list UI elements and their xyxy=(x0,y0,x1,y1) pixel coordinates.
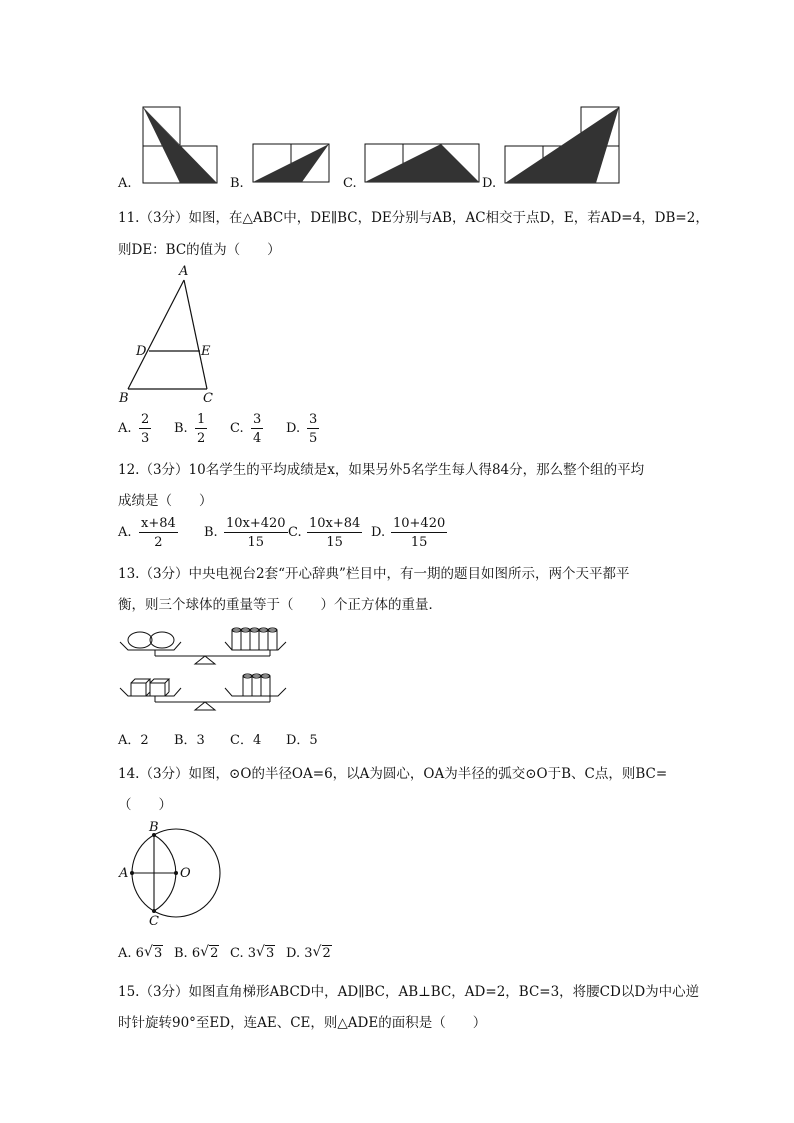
q10-option-b-label: B. xyxy=(230,176,244,191)
q13-stem-line1: 13.（3分）中央电视台2套“开心辞典”栏目中，有一期的题目如图所示，两个天平都平 xyxy=(118,566,630,582)
radicand: 2 xyxy=(210,946,219,961)
q12-stem-line1: 12.（3分）10名学生的平均成绩是x，如果另外5名学生每人得84分，那么整个组的平均 xyxy=(118,462,645,478)
denominator: 2 xyxy=(197,431,206,446)
q15-stem-line1: 15.（3分）如图直角梯形ABCD中，AD∥BC，AB⊥BC，AD=2，BC=3，将腰CD以D为中心逆 xyxy=(118,984,700,1000)
coefficient: 6 xyxy=(191,946,201,961)
q13-balance-figure xyxy=(118,620,308,715)
q11-label-c: C xyxy=(203,391,213,406)
numerator: x+84 xyxy=(141,516,176,531)
q14-label-b: B xyxy=(149,820,159,835)
q12-option-c-fraction xyxy=(307,517,362,549)
q10-option-a-label: A. xyxy=(118,176,132,191)
q11-option-c-fraction xyxy=(251,413,263,445)
q12-option-d-fraction xyxy=(391,517,447,549)
q14-option-c xyxy=(230,946,275,961)
radicand: 3 xyxy=(266,946,275,961)
q13-option-d: D．5 xyxy=(286,733,318,748)
q10-figure-d xyxy=(504,105,624,185)
q13-option-c: C．4 xyxy=(230,733,262,748)
q14-circle-figure xyxy=(116,818,226,930)
q12-option-b-fraction xyxy=(224,517,288,549)
q12-option-d-letter: D. xyxy=(371,525,386,540)
q13-option-b: B．3 xyxy=(174,733,205,748)
q10-option-d-label: D. xyxy=(482,176,497,191)
q14-stem-line2: （ ） xyxy=(118,797,172,813)
q14-label-o: O xyxy=(180,866,191,881)
q11-option-a-fraction xyxy=(139,413,151,445)
q12-option-a-letter: A. xyxy=(118,525,132,540)
numerator: 10+420 xyxy=(393,516,446,531)
q14-option-d xyxy=(286,946,332,961)
q10-option-c-label: C. xyxy=(343,176,357,191)
denominator: 15 xyxy=(410,535,428,550)
q14-stem-line1: 14.（3分）如图，⊙O的半径OA=6，以A为圆心，OA为半径的弧交⊙O于B、C点，则BC= xyxy=(118,766,668,782)
numerator: 3 xyxy=(253,412,262,427)
option-letter: C. xyxy=(230,946,244,961)
q11-option-d-fraction xyxy=(307,413,319,445)
q11-option-b-fraction xyxy=(195,413,207,445)
q13-stem-line2: 衡，则三个球体的重量等于（ ）个正方体的重量． xyxy=(118,597,442,613)
numerator: 10x+84 xyxy=(309,516,361,531)
q11-option-b-letter: B. xyxy=(174,421,188,436)
sqrt-expression: √ 2 xyxy=(200,944,219,961)
radicand: 2 xyxy=(322,946,331,961)
denominator: 15 xyxy=(247,535,265,550)
q11-option-c-letter: C. xyxy=(230,421,244,436)
coefficient: 3 xyxy=(247,946,257,961)
numerator: 10x+420 xyxy=(226,516,286,531)
numerator: 1 xyxy=(197,412,206,427)
option-letter: D. xyxy=(286,946,301,961)
sqrt-expression: √ 3 xyxy=(143,944,163,961)
q11-label-a: A xyxy=(179,264,189,279)
q11-option-a-letter: A. xyxy=(118,421,132,436)
denominator: 4 xyxy=(253,431,262,446)
q14-option-b xyxy=(174,946,219,961)
denominator: 15 xyxy=(326,535,343,550)
q11-stem-line1: 11.（3分）如图，在△ABC中，DE∥BC，DE分别与AB，AC相交于点D，E，若AD=4，DB=2， xyxy=(118,210,709,226)
q11-label-e: E xyxy=(201,344,211,359)
q11-triangle-figure xyxy=(115,262,225,407)
q11-stem-line2: 则DE：BC的值为（ ） xyxy=(118,242,281,258)
numerator: 2 xyxy=(141,412,150,427)
q12-option-c-letter: C. xyxy=(288,525,302,540)
q11-label-b: B xyxy=(119,391,129,406)
q15-stem-line2: 时针旋转90°至ED，连AE、CE，则△ADE的面积是（ ） xyxy=(118,1015,487,1031)
numerator: 3 xyxy=(309,412,318,427)
q11-label-d: D xyxy=(136,344,147,359)
option-letter: B. xyxy=(174,946,188,961)
denominator: 5 xyxy=(309,431,318,446)
denominator: 2 xyxy=(154,535,163,550)
sqrt-expression: √ 2 xyxy=(312,944,331,961)
balance-2 xyxy=(120,674,286,710)
q10-figure-c xyxy=(364,142,484,184)
q13-option-a: A．2 xyxy=(118,733,149,748)
q12-stem-line2: 成绩是（ ） xyxy=(118,493,213,509)
balance-1 xyxy=(120,628,286,664)
denominator: 3 xyxy=(141,431,150,446)
option-letter: A. xyxy=(118,946,132,961)
q14-label-c: C xyxy=(149,914,159,929)
q10-figure-b xyxy=(252,142,332,184)
q14-label-a: A xyxy=(119,866,129,881)
radicand: 3 xyxy=(153,946,163,961)
q12-option-a-fraction xyxy=(139,517,178,549)
q14-option-a xyxy=(118,946,163,961)
q10-figure-a xyxy=(140,105,220,185)
q12-option-b-letter: B. xyxy=(204,525,218,540)
sqrt-expression: √ 3 xyxy=(256,944,275,961)
q11-option-d-letter: D. xyxy=(286,421,301,436)
coefficient: 3 xyxy=(304,946,313,961)
coefficient: 6 xyxy=(135,946,144,961)
